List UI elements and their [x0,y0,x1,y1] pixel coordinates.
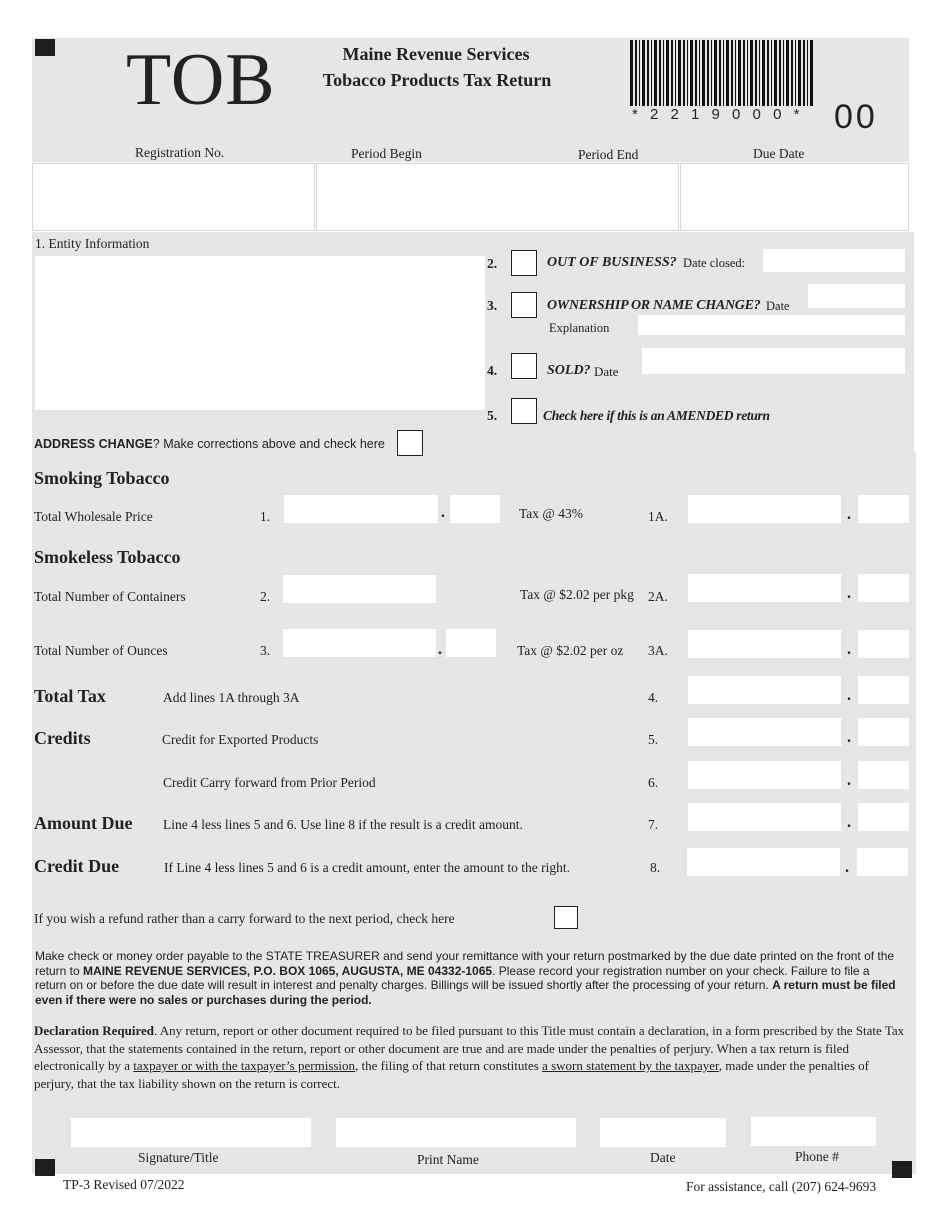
barcode-bar [719,40,721,106]
barcode-bar [707,40,709,106]
line4-cents-field[interactable] [858,676,909,704]
line5-dollars-field[interactable] [688,718,841,746]
ownership-date-field[interactable] [808,284,905,308]
explanation-field[interactable] [638,315,905,335]
refund-checkbox[interactable] [554,906,578,929]
period-field[interactable] [316,163,679,231]
barcode-bar [651,40,652,106]
line7-number: 7. [648,817,659,832]
line2-field[interactable] [283,575,436,603]
barcode-bar [807,40,808,106]
line1a-dollars-field[interactable] [688,495,841,523]
barcode-bar [647,40,649,106]
barcode-bar [699,40,700,106]
declaration-paragraph [34,1022,909,1092]
period-begin-label: Period Begin [351,146,422,161]
line4-dollars-field[interactable] [688,676,841,704]
barcode-bar [735,40,736,106]
barcode-bar [747,40,748,106]
credits-heading: Credits [34,728,91,748]
barcode-bar [690,40,693,106]
declaration-text-1: . Any return, report or other document required to be filed pursuant to this Title must contain a declaration, in a form prescribed by the State Tax Assessor, that the statements contained in the return, report or other document are true and are made under the penalties of perjury. When a tax return is filed electronically by a [34,1023,905,1073]
line5-decimal-point: . [847,729,851,746]
ownership-change-number: 3. [487,298,498,313]
line1-number: 1. [260,509,271,524]
date-closed-label: Date closed: [683,256,746,270]
mailing-address: MAINE REVENUE SERVICES, P.O. BOX 1065, AUGUSTA, ME 04332-1065 [83,963,493,978]
line3-fraction-field[interactable] [446,629,496,657]
barcode-bar [755,40,757,106]
barcode-bar [639,40,640,106]
barcode-bar [750,40,753,106]
barcode [628,40,818,110]
line3-number: 3. [260,643,271,658]
address-change-bold: ADDRESS CHANGE [34,437,153,451]
line2a-decimal-point: . [847,585,851,602]
refund-label: If you wish a refund rather than a carry forward to the next period, check here [34,911,455,926]
amended-label: Check here if this is an AMENDED return [543,408,770,423]
due-date-label: Due Date [753,146,805,161]
registration-mark-bottom-left [35,1159,55,1176]
phone-label: Phone # [795,1149,839,1164]
line4-decimal-point: . [847,687,851,704]
line3-decimal-point: . [438,641,442,658]
declaration-underline-1: taxpayer or with the taxpayer’s permission [133,1058,356,1073]
line3a-dollars-field[interactable] [688,630,841,658]
print-name-label: Print Name [417,1152,479,1167]
barcode-bar [714,40,717,106]
line1a-decimal-point: . [847,506,851,523]
agency-name: Maine Revenue Services [342,44,530,64]
out-of-business-checkbox[interactable] [511,250,537,276]
barcode-bar [810,40,813,106]
declaration-underline-2: a sworn statement by the taxpayer [542,1058,719,1073]
line2a-number: 2A. [648,589,668,604]
form-code: TOB [126,39,276,121]
line2-tax-label: Tax @ $2.02 per pkg [520,587,634,602]
phone-field[interactable] [751,1117,876,1146]
line3-label: Total Number of Ounces [34,643,168,658]
barcode-bar [678,40,681,106]
line6-dollars-field[interactable] [688,761,841,789]
barcode-bar [695,40,697,106]
line5-cents-field[interactable] [858,718,909,746]
entity-information-label: 1. Entity Information [35,236,150,251]
form-suffix: 00 [834,98,878,136]
payment-instructions [35,949,901,1007]
line1-cents-field[interactable] [450,495,500,523]
barcode-bar [771,40,772,106]
barcode-bar [635,40,637,106]
signature-field[interactable] [71,1118,311,1147]
barcode-bar [791,40,793,106]
line2a-cents-field[interactable] [858,574,909,602]
line2-number: 2. [260,589,271,604]
instructions-text-1: Make check or money order payable to the STATE TREASURER and send your remittance with your return postmarked by the due date printed on the front of the return to [35,949,895,978]
line6-decimal-point: . [847,772,851,789]
barcode-bar [711,40,712,106]
barcode-bar [630,40,633,106]
barcode-bar [659,40,661,106]
barcode-bar [783,40,784,106]
credits-description: Credit for Exported Products [162,732,319,747]
barcode-bar [726,40,729,106]
barcode-bar [798,40,801,106]
declaration-text-2: , the filing of that return constitutes [355,1058,543,1073]
line1-dollars-field[interactable] [284,495,438,523]
out-of-business-label: OUT OF BUSINESS? [547,255,677,270]
total-tax-heading: Total Tax [34,686,106,706]
amount-due-heading: Amount Due [34,813,133,833]
line4-number: 4. [648,690,659,705]
barcode-bar [642,40,645,106]
line7-dollars-field[interactable] [688,803,841,831]
form-title: Tobacco Products Tax Return [322,70,552,90]
barcode-bar [671,40,673,106]
line2a-dollars-field[interactable] [688,574,841,602]
amended-number: 5. [487,408,498,423]
line8-dollars-field[interactable] [687,848,840,876]
signature-date-field[interactable] [600,1118,726,1147]
line7-decimal-point: . [847,814,851,831]
smoking-tobacco-heading: Smoking Tobacco [34,468,170,488]
declaration-text-3: , made under the penalties of perjury, that the tax liability shown on the return is correct. [34,1058,869,1091]
barcode-bar [759,40,760,106]
registration-mark-bottom-right [892,1161,912,1178]
entity-information-field[interactable] [35,256,485,410]
credit-due-description: If Line 4 less lines 5 and 6 is a credit amount, enter the amount to the right. [164,860,571,875]
line6-cents-field[interactable] [858,761,909,789]
barcode-bar [774,40,777,106]
carry-forward-description: Credit Carry forward from Prior Period [163,775,376,790]
barcode-bar [723,40,724,106]
line5-number: 5. [648,732,659,747]
line3-whole-field[interactable] [283,629,436,657]
address-change-checkbox[interactable] [397,430,423,456]
line1-decimal-point: . [441,504,445,521]
form-revision: TP-3 Revised 07/2022 [63,1177,185,1192]
line8-number: 8. [650,860,661,875]
registration-mark-top-left [35,39,55,56]
line8-decimal-point: . [845,859,849,876]
barcode-bar [795,40,796,106]
barcode-bar [666,40,669,106]
line1a-cents-field[interactable] [858,495,909,523]
amount-due-description: Line 4 less lines 5 and 6. Use line 8 if the result is a credit amount. [163,817,523,832]
line1a-number: 1A. [648,509,668,524]
registration-number-field[interactable] [32,163,315,231]
line3-tax-label: Tax @ $2.02 per oz [517,643,624,658]
filing-requirement: A return must be filed even if there were no sales or purchases during the period. [35,978,896,1007]
barcode-bar [654,40,657,106]
due-date-field[interactable] [680,163,909,231]
line8-cents-field[interactable] [857,848,908,876]
signature-label: Signature/Title [138,1150,219,1165]
declaration-title: Declaration Required [34,1023,154,1038]
period-end-label: Period End [578,147,639,162]
barcode-bar [702,40,705,106]
assistance-phone: For assistance, call (207) 624-9693 [686,1179,877,1194]
barcode-bar [731,40,733,106]
barcode-bar [675,40,676,106]
credit-due-heading: Credit Due [34,856,120,876]
line1-label: Total Wholesale Price [34,509,153,524]
line3a-number: 3A. [648,643,668,658]
date-closed-field[interactable] [763,249,905,272]
ownership-change-checkbox[interactable] [511,292,537,318]
amended-checkbox[interactable] [511,398,537,424]
signature-date-label: Date [650,1150,676,1165]
line1-tax-label: Tax @ 43% [519,506,583,521]
barcode-bar [738,40,741,106]
barcode-bar [767,40,769,106]
line3a-cents-field[interactable] [858,630,909,658]
address-change-label [34,437,385,451]
sold-number: 4. [487,363,498,378]
explanation-label: Explanation [549,321,610,335]
out-of-business-number: 2. [487,256,498,271]
registration-label: Registration No. [135,145,225,160]
smokeless-tobacco-heading: Smokeless Tobacco [34,547,181,567]
barcode-bar [683,40,685,106]
barcode-bar [762,40,765,106]
ownership-change-label: OWNERSHIP OR NAME CHANGE? [547,298,761,313]
barcode-bar [663,40,664,106]
barcode-bar [803,40,805,106]
sold-checkbox[interactable] [511,353,537,379]
print-name-field[interactable] [336,1118,576,1147]
total-tax-description: Add lines 1A through 3A [163,690,300,705]
line2-label: Total Number of Containers [34,589,186,604]
line7-cents-field[interactable] [858,803,909,831]
barcode-bar [779,40,781,106]
barcode-text: * 2 2 1 9 0 0 0 * [632,106,804,123]
line6-number: 6. [648,775,659,790]
line3a-decimal-point: . [847,641,851,658]
instructions-text-2: . Please record your registration number on your check. Failure to file a return on or before the due date will result in interest and penalty charges. Billings will be issued shortly after the processing of your return. [35,963,870,992]
address-change-text: ? Make corrections above and check here [152,437,385,451]
barcode-bar [786,40,789,106]
barcode-bar [687,40,688,106]
sold-label: SOLD? [547,363,591,378]
sold-date-field[interactable] [642,348,905,374]
barcode-bar [743,40,745,106]
ownership-date-label: Date [766,299,790,313]
sold-date-label: Date [594,364,619,379]
